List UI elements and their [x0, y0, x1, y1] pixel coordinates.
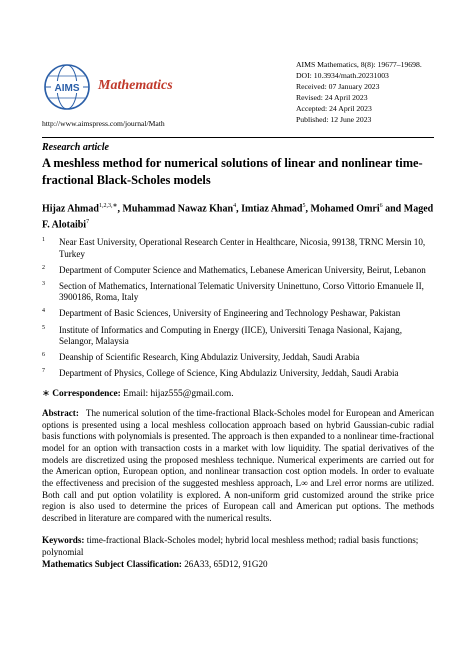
- abstract-text: The numerical solution of the time-fractional Black-Scholes model for European and American options is presented using a local meshless collocation approach based on hybrid Gaussian-cubic radial basis functions with polynomials is presented. The approach is then expanded to a nonlinear time-fractional model for an option with transaction costs in a market with low liquidity. The spatial derivatives of the models are discretized using the proposed meshless technique. Numerical experiments are carried out for the American option, European option, and nonlinear transaction cost option models. In order to evaluate the effectiveness and precision of the suggested meshless approach, L∞ and Lrel error norms are utilized. Both call and put option volatility is explored. A non-uniform grid customized around the strike price region is also used to determine the prices of European call and American put options. The methods described in literature are compared with the numerical results.: [42, 408, 434, 523]
- affiliation-text: Department of Computer Science and Mathematics, Lebanese American University, Beirut, Lebanon: [59, 264, 426, 275]
- affiliation-item: [42, 368, 434, 380]
- author-name: Maged F. Alotaibi: [42, 203, 434, 231]
- author-list: [42, 200, 434, 232]
- author-name: Imtiaz Ahmad: [241, 203, 303, 215]
- abstract-label: Abstract:: [42, 408, 79, 418]
- author-affiliation-marker: 4: [233, 203, 237, 209]
- keywords-label: Keywords:: [42, 535, 85, 545]
- journal-name: Mathematics: [98, 78, 173, 93]
- affiliation-text: Near East University, Operational Research Center in Healthcare, Nicosia, 99138, TRNC Mersin 10, Turkey: [59, 237, 426, 259]
- citation: AIMS Mathematics, 8(8): 19677–19698.: [296, 60, 422, 69]
- affiliation-text: Department of Basic Sciences, University of Engineering and Technology Peshawar, Pakistan: [59, 308, 401, 319]
- author-name: Hijaz Ahmad: [42, 203, 99, 215]
- author-affiliation-marker: 7: [86, 218, 90, 225]
- msc-codes: 26A33, 65D12, 91G20: [184, 559, 268, 569]
- author-separator: ,: [236, 203, 242, 215]
- affiliation-number: 7: [42, 368, 45, 375]
- affiliation-item: [42, 237, 434, 260]
- author-affiliation-marker: 5: [302, 203, 306, 209]
- doi-link[interactable]: DOI: 10.3934/math.20231003: [296, 70, 389, 80]
- author-separator: ,: [305, 203, 311, 215]
- article-metadata: [296, 60, 422, 125]
- keywords-text: time-fractional Black-Scholes model; hybrid local meshless method; radial basis functions; polynomial: [42, 535, 419, 557]
- accepted-date: Accepted: 24 April 2023: [296, 103, 372, 113]
- affiliation-item: [42, 352, 434, 364]
- affiliation-number: 5: [42, 324, 45, 331]
- author-name: Mohamed Omri: [310, 203, 380, 215]
- header-divider: [42, 137, 434, 138]
- affiliation-item: [42, 308, 434, 320]
- correspondence-mark: ∗: [42, 389, 50, 399]
- subject-classification: [42, 559, 268, 569]
- affiliation-number: 2: [42, 264, 45, 271]
- logo-text: AIMS: [54, 83, 80, 94]
- author-separator: and: [382, 203, 404, 215]
- received-date: Received: 07 January 2023: [296, 81, 380, 91]
- affiliation-text: Section of Mathematics, International Telematic University Uninettuno, Corso Vittorio Emanuele II, 3900186, Roma, Italy: [59, 280, 424, 303]
- revised-date: Revised: 24 April 2023: [296, 92, 368, 102]
- article-type: Research article: [42, 142, 109, 153]
- affiliation-text: Institute of Informatics and Computing in Energy (IICE), Universiti Tenaga Nasional, Kajang, Selangor, Malaysia: [59, 324, 402, 347]
- correspondence-email[interactable]: Email: hijaz555@gmail.com.: [123, 389, 234, 399]
- affiliation-number: 1: [42, 237, 45, 243]
- affiliation-number: 6: [42, 352, 45, 359]
- paper-title: A meshless method for numerical solutions of linear and nonlinear time-fractional Black-Scholes models: [42, 156, 423, 187]
- correspondence: [42, 388, 234, 399]
- author-affiliation-marker: 1,2,3,∗: [98, 203, 118, 209]
- msc-label: Mathematics Subject Classification:: [42, 559, 182, 569]
- affiliation-number: 3: [42, 280, 45, 287]
- affiliation-item: [42, 281, 434, 304]
- keywords: [42, 535, 434, 558]
- correspondence-label: Correspondence:: [52, 389, 121, 399]
- affiliation-item: [42, 325, 434, 348]
- journal-logo: [42, 62, 92, 112]
- published-date: Published: 12 June 2023: [296, 114, 372, 124]
- author-name: Muhammad Nawaz Khan: [122, 203, 234, 215]
- journal-url-link[interactable]: http://www.aimspress.com/journal/Math: [42, 119, 165, 128]
- author-separator: ,: [117, 203, 123, 215]
- affiliation-item: [42, 265, 434, 277]
- globe-logo-icon: [42, 62, 92, 112]
- affiliation-text: Deanship of Scientific Research, King Abdulaziz University, Jeddah, Saudi Arabia: [59, 352, 360, 363]
- abstract: [42, 408, 434, 525]
- author-affiliation-marker: 6: [379, 203, 383, 209]
- affiliation-number: 4: [42, 308, 45, 315]
- affiliation-list: [42, 237, 434, 384]
- affiliation-text: Department of Physics, College of Science, King Abdulaziz University, Jeddah, Saudi Arabia: [59, 368, 399, 379]
